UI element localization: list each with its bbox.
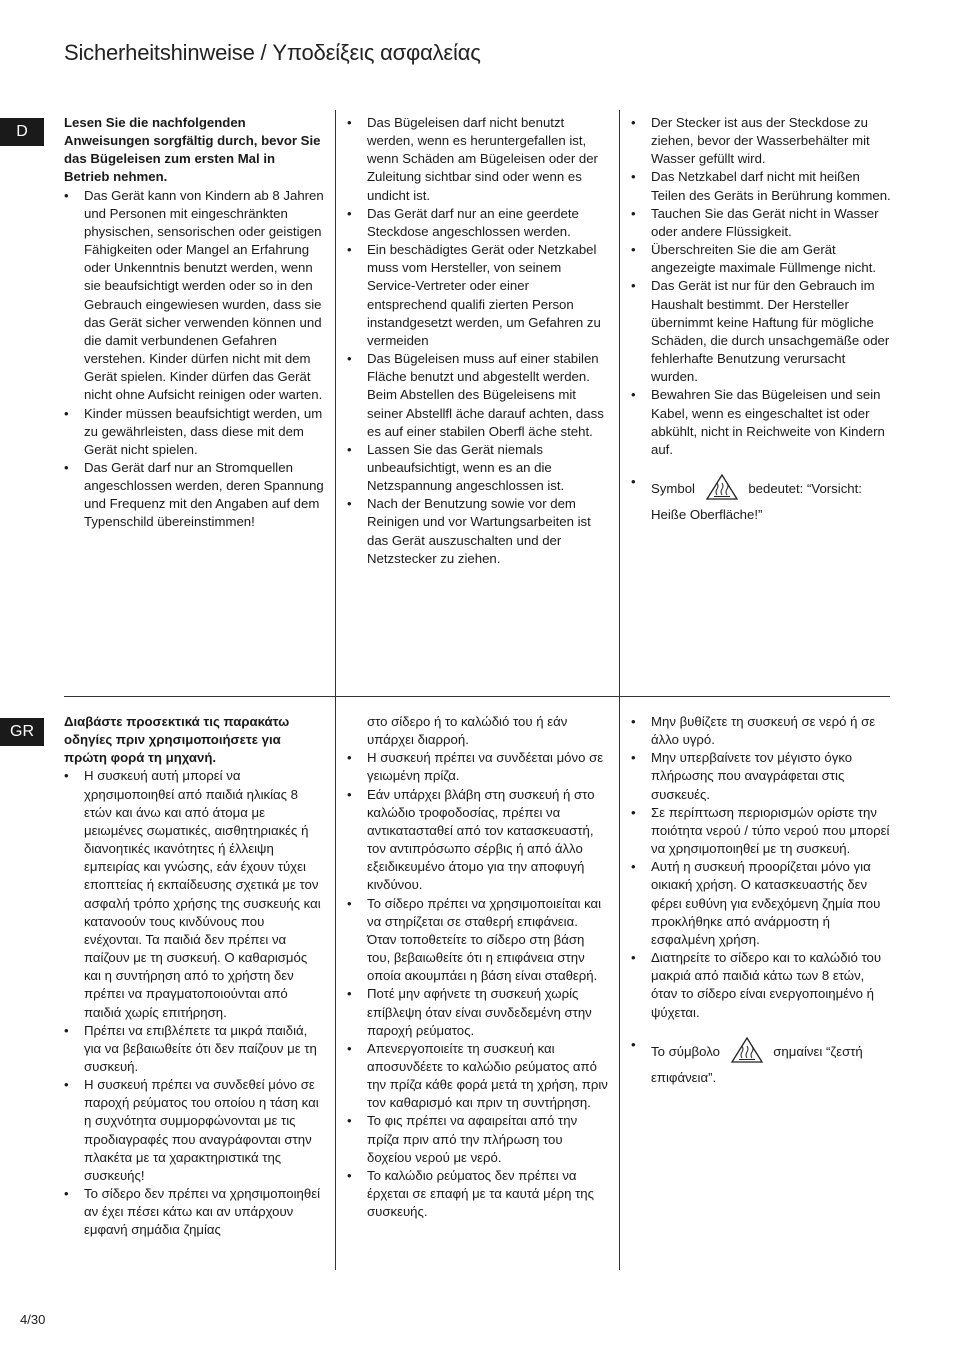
list-item: • Das Bügeleisen darf nicht benutzt werden, wenn es heruntergefallen ist, wenn Schäden am Bügeleisen oder der Zuleitung sichtbar sind oder wenn es undicht ist. <box>347 114 609 205</box>
list-item: • Das Gerät darf nur an Stromquellen angeschlossen werden, deren Spannung und Frequenz mit den Angaben auf dem Typenschild übereinstimmen! <box>64 459 324 532</box>
page-title: Sicherheitshinweise / Υποδείξεις ασφαλείας <box>64 40 481 65</box>
page-number: 4/30 <box>20 1312 46 1327</box>
language-tab-gr: GR <box>0 718 44 746</box>
column-divider <box>619 697 620 1270</box>
list-item: • Μην βυθίζετε τη συσκευή σε νερό ή σε άλλο υγρό. <box>631 713 893 749</box>
list-item: • Bewahren Sie das Bügeleisen und sein Kabel, wenn es eingeschaltet ist oder abkühlt, nicht in Reichweite von Kindern auf. <box>631 386 893 459</box>
list-item: • Αυτή η συσκευή προορίζεται μόνο για οικιακή χρήση. Ο κατασκευαστής δεν φέρει ευθύνη για ενδεχόμενη ζημία που προκλήθηκε από ανάρμοστη ή εσφαλμένη χρήση. <box>631 858 893 949</box>
list-item: • Μην υπερβαίνετε τον μέγιστο όγκο πλήρωσης που αναγράφεται στις συσκευές. <box>631 749 893 803</box>
de-column-1 <box>64 114 324 532</box>
list-item: • Das Gerät kann von Kindern ab 8 Jahren und Personen mit eingeschränkten physischen, sensorischen oder geistigen Fähigkeiten oder Mangel an Erfahrung oder Unkenntnis benutzt werden, wenn sie beaufsichtigt werden oder so in den Gebrauch eingewiesen wurden, dass sie das Gerät sicher verwenden können und die damit verbundenen Gefahren verstehen. Kinder dürfen nicht mit dem Gerät spielen. Kinder dürfen das Gerät nicht ohne Aufsicht reinigen oder warten. <box>64 187 324 405</box>
gr-column-3 <box>631 713 893 1087</box>
list-item: • Das Gerät darf nur an eine geerdete Steckdose angeschlossen werden. <box>347 205 609 241</box>
list-item: • Η συσκευή πρέπει να συνδεθεί μόνο σε παροχή ρεύματος του οποίου η τάση και η συχνότητα συμμορφώνονται με τις προδιαγραφές που αναγράφονται στην πλακέτα με τα χαρακτηριστικά της συσκευής! <box>64 1076 324 1185</box>
symbol-note: • Το σύμβολο σημαίνει “ζεστή επιφάνεια”. <box>631 1036 893 1087</box>
list-item: • Tauchen Sie das Gerät nicht in Wasser oder andere Flüssigkeit. <box>631 205 893 241</box>
list-item: • Das Gerät ist nur für den Gebrauch im Haushalt bestimmt. Der Hersteller übernimmt keine Haftung für mögliche Schäden, die durch unsachgemäße oder fehlerhafte Benutzung verursacht wurden. <box>631 277 893 386</box>
list-item: • Το φις πρέπει να αφαιρείται από την πρίζα πριν από την πλήρωση του δοχείου νερού με νερό. <box>347 1112 609 1166</box>
list-item: • Der Stecker ist aus der Steckdose zu ziehen, bevor der Wasserbehälter mit Wasser gefüllt wird. <box>631 114 893 168</box>
column-divider <box>335 697 336 1270</box>
de-column-2 <box>347 114 609 568</box>
list-item: • Διατηρείτε το σίδερο και το καλώδιό του μακριά από παιδιά κάτω των 8 ετών, όταν το σίδερο είναι ενεργοποιημένο ή ψύχεται. <box>631 949 893 1022</box>
column-divider <box>619 110 620 696</box>
hot-surface-icon <box>705 473 739 506</box>
list-item: • Lassen Sie das Gerät niemals unbeaufsichtigt, wenn es an die Netzspannung angeschlossen ist. <box>347 441 609 495</box>
list-item: • Das Bügeleisen muss auf einer stabilen Fläche benutzt und abgestellt werden. Beim Abstellen des Bügeleisens mit seiner Abstellfl äche darauf achten, dass es auf einer stabilen Oberfl äche steht. <box>347 350 609 441</box>
list-item: • Εάν υπάρχει βλάβη στη συσκευή ή στο καλώδιο τροφοδοσίας, πρέπει να αντικατασταθεί από τον κατασκευαστή, τον αντιπρόσωπο σέρβις ή από άλλο εξειδικευμένο άτομο για την αποφυγή κινδύνου. <box>347 786 609 895</box>
de-column-3 <box>631 114 893 524</box>
list-item: • Απενεργοποιείτε τη συσκευή και αποσυνδέετε το καλώδιο ρεύματος από την πρίζα κάθε φορά μετά τη χρήση, πριν τον καθαρισμό και πριν τη συντήρηση. <box>347 1040 609 1113</box>
column-divider <box>335 110 336 696</box>
language-tab-de: D <box>0 118 44 146</box>
list-item: • Ποτέ μην αφήνετε τη συσκευή χωρίς επίβλεψη όταν είναι συνδεδεμένη στην παροχή ρεύματος. <box>347 985 609 1039</box>
list-item: • Η συσκευή πρέπει να συνδέεται μόνο σε γειωμένη πρίζα. <box>347 749 609 785</box>
continued-text: στο σίδερο ή το καλώδιό του ή εάν υπάρχει διαρροή. <box>367 714 568 748</box>
list-item: • Überschreiten Sie die am Gerät angezeigte maximale Füllmenge nicht. <box>631 241 893 277</box>
list-item: • Το καλώδιο ρεύματος δεν πρέπει να έρχεται σε επαφή με τα καυτά μέρη της συσκευής. <box>347 1167 609 1221</box>
hot-surface-icon <box>730 1036 764 1069</box>
section-divider <box>64 696 890 697</box>
list-item: • Η συσκευή αυτή μπορεί να χρησιμοποιηθεί από παιδιά ηλικίας 8 ετών και άνω και από άτομα με μειωμένες σωματικές, αισθητηριακές ή διανοητικές ικανότητες ή έλλειψη εμπειρίας και γνώσης, εάν έχουν τύχει εποπτείας ή εκπαίδευσης σχετικά με τον ασφαλή τρόπο χρήσης της συσκευής και κατανοούν τους κινδύνους που ενέχονται. Τα παιδιά δεν πρέπει να παίζουν με τη συσκευή. Ο καθαρισμός και η συντήρηση από το χρήστη δεν πρέπει να πραγματοποιούνται από παιδιά χωρίς επιτήρηση. <box>64 767 324 1021</box>
list-item: • Ein beschädigtes Gerät oder Netzkabel muss vom Hersteller, von seinem Service-Vertreter oder einer entsprechend qualifi zierten Person instandgesetzt werden, um Gefahren zu vermeiden <box>347 241 609 350</box>
gr-column-1 <box>64 713 324 1240</box>
list-item: • Το σίδερο πρέπει να χρησιμοποιείται και να στηρίζεται σε σταθερή επιφάνεια. Όταν τοποθετείτε το σίδερο στη βάση του, βεβαιωθείτε ότι η επιφάνεια στην οποία ακουμπάει η βάση είναι σταθερή. <box>347 895 609 986</box>
gr-intro: Διαβάστε προσεκτικά τις παρακάτω οδηγίες πριν χρησιμοποιήσετε για πρώτη φορά τη μηχανή. <box>64 714 290 766</box>
list-item: • Das Netzkabel darf nicht mit heißen Teilen des Geräts in Berührung kommen. <box>631 168 893 204</box>
list-item: • Nach der Benutzung sowie vor dem Reinigen und vor Wartungsarbeiten ist das Gerät auszuschalten und der Netzstecker zu ziehen. <box>347 495 609 568</box>
list-item: • Kinder müssen beaufsichtigt werden, um zu gewährleisten, dass diese mit dem Gerät nicht spielen. <box>64 405 324 459</box>
symbol-note: • Symbol bedeutet: “Vorsicht: Heiße Oberfläche!” <box>631 473 893 524</box>
list-item: • Πρέπει να επιβλέπετε τα μικρά παιδιά, για να βεβαιωθείτε ότι δεν παίζουν με τη συσκευή. <box>64 1022 324 1076</box>
gr-column-2 <box>347 713 609 1221</box>
list-item: • Σε περίπτωση περιορισμών ορίστε την ποιότητα νερού / τύπο νερού που μπορεί να χρησιμοποιηθεί με τη συσκευή. <box>631 804 893 858</box>
de-intro: Lesen Sie die nachfolgenden Anweisungen sorgfältig durch, bevor Sie das Bügeleisen zum ersten Mal in Betrieb nehmen. <box>64 115 321 185</box>
list-item: • Το σίδερο δεν πρέπει να χρησιμοποιηθεί αν έχει πέσει κάτω και αν υπάρχουν εμφανή σημάδια ζημίας <box>64 1185 324 1239</box>
